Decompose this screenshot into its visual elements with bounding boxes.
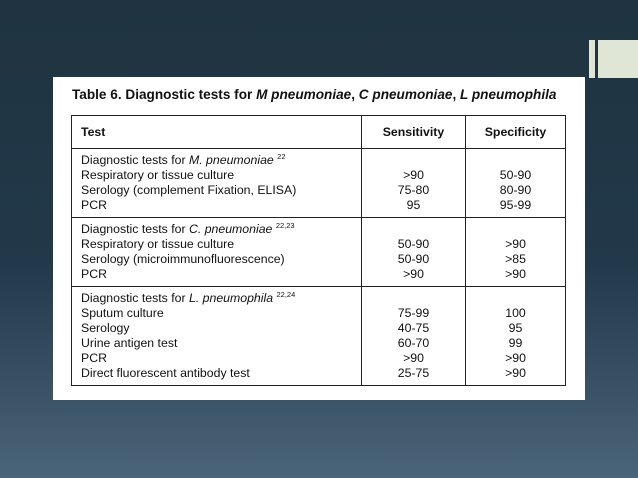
test-name: PCR (81, 351, 107, 365)
sensitivity-cell (362, 287, 466, 386)
table-title (72, 87, 577, 102)
test-name: PCR (81, 198, 107, 212)
test-name: Respiratory or tissue culture (81, 168, 235, 182)
specificity-value: 80-90 (499, 183, 532, 197)
sensitivity-value: 75-80 (397, 183, 430, 197)
specificity-value: 50-90 (499, 168, 532, 182)
table-group-l-pneumophila (72, 287, 566, 386)
test-cell (72, 149, 362, 218)
title-organism-3: L pneumophila (460, 87, 557, 102)
sensitivity-value: 75-99 (397, 306, 430, 320)
group-heading-prefix: Diagnostic tests for (81, 222, 189, 236)
title-organism-1: M pneumoniae (256, 87, 352, 102)
slide-content-card (53, 77, 585, 400)
test-name: PCR (81, 267, 107, 281)
specificity-cell (466, 218, 566, 287)
spacer (466, 291, 565, 306)
test-name: Sputum culture (81, 306, 164, 320)
title-separator-1: , (351, 87, 359, 102)
specificity-value: 99 (508, 336, 523, 350)
reference-superscript: 22,24 (276, 290, 296, 299)
reference-superscript: 22 (277, 152, 286, 161)
reference-superscript: 22,23 (275, 221, 295, 230)
sensitivity-value: >90 (403, 267, 424, 281)
title-prefix: Table 6. Diagnostic tests for (72, 87, 257, 102)
specificity-value: 95-99 (499, 198, 532, 212)
group-heading-prefix: Diagnostic tests for (81, 153, 189, 167)
group-organism: C. pneumoniae (188, 222, 273, 236)
sensitivity-value: 25-75 (397, 366, 430, 380)
specificity-value: >90 (505, 351, 526, 365)
sensitivity-value: 95 (406, 198, 421, 212)
group-organism: L. pneumophila (188, 291, 274, 305)
column-header-specificity: Specificity (466, 116, 566, 149)
spacer (362, 222, 465, 237)
group-organism: M. pneumoniae (188, 153, 274, 167)
specificity-cell (466, 149, 566, 218)
test-cell (72, 218, 362, 287)
decorative-accent-bar (589, 40, 595, 78)
table-group-m-pneumoniae (72, 149, 566, 218)
specificity-value: >85 (505, 252, 526, 266)
title-organism-2: C pneumoniae (358, 87, 453, 102)
decorative-accent-block (598, 40, 638, 78)
table-group-c-pneumoniae (72, 218, 566, 287)
group-heading (81, 291, 361, 306)
sensitivity-value: >90 (403, 351, 424, 365)
specificity-value: >90 (505, 237, 526, 251)
specificity-cell (466, 287, 566, 386)
spacer (362, 153, 465, 168)
sensitivity-value: 50-90 (397, 252, 430, 266)
test-name: Serology (81, 321, 130, 335)
table-header-row (72, 116, 566, 149)
test-cell (72, 287, 362, 386)
specificity-value: >90 (505, 366, 526, 380)
sensitivity-value: 40-75 (397, 321, 430, 335)
diagnostic-tests-table (71, 115, 566, 386)
group-heading-prefix: Diagnostic tests for (81, 291, 189, 305)
test-name: Direct fluorescent antibody test (81, 366, 250, 380)
spacer (466, 222, 565, 237)
sensitivity-cell (362, 218, 466, 287)
specificity-value: 95 (508, 321, 523, 335)
test-name: Serology (microimmunofluorescence) (81, 252, 285, 266)
specificity-value: 100 (505, 306, 526, 320)
column-header-sensitivity: Sensitivity (362, 116, 466, 149)
test-name: Urine antigen test (81, 336, 178, 350)
test-name: Respiratory or tissue culture (81, 237, 235, 251)
group-heading (81, 153, 361, 168)
sensitivity-value: >90 (403, 168, 424, 182)
sensitivity-value: 60-70 (397, 336, 430, 350)
sensitivity-value: 50-90 (397, 237, 430, 251)
spacer (362, 291, 465, 306)
group-heading (81, 222, 361, 237)
spacer (466, 153, 565, 168)
title-separator-2: , (452, 87, 461, 102)
test-name: Serology (complement Fixation, ELISA) (81, 183, 297, 197)
sensitivity-cell (362, 149, 466, 218)
column-header-test: Test (72, 116, 362, 149)
specificity-value: >90 (505, 267, 526, 281)
